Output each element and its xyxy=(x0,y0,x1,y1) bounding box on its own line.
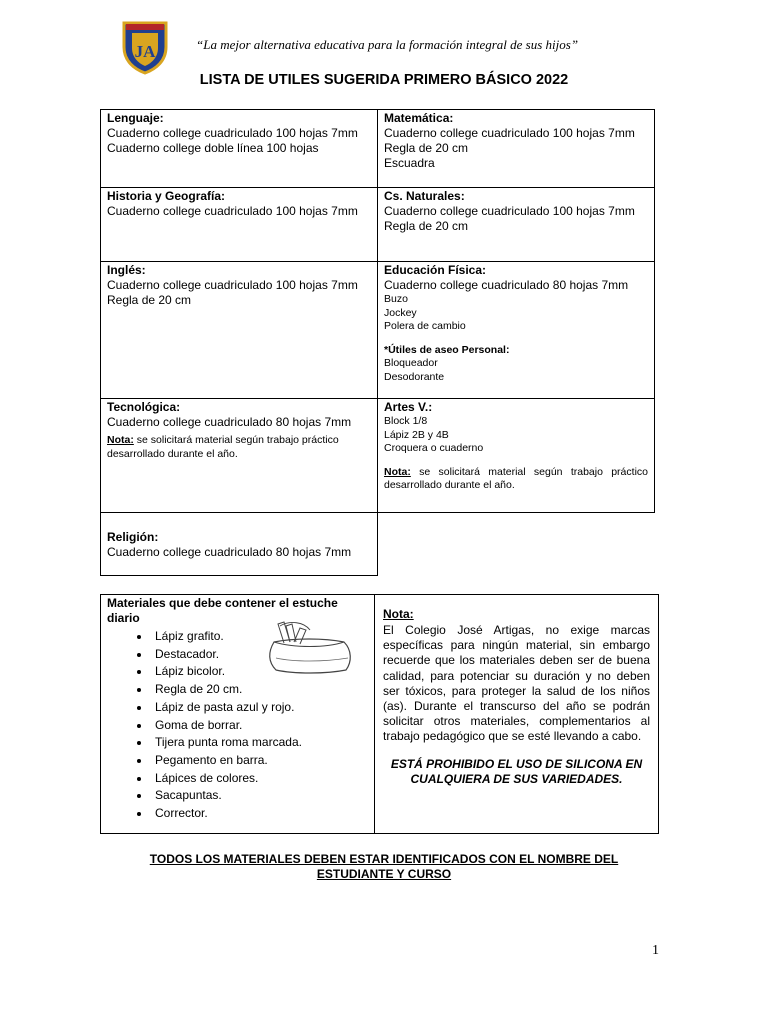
list-item: Cuaderno college cuadriculado 100 hojas 7mm xyxy=(384,204,635,218)
list-item: Buzo xyxy=(384,293,408,305)
subject-title: Artes V.: xyxy=(384,400,433,414)
footer-note xyxy=(0,852,768,881)
logo-lettering: JA xyxy=(134,42,156,61)
list-item: Escuadra xyxy=(384,156,435,170)
list-item: • Lápiz bicolor. xyxy=(151,663,368,681)
list-item: • Goma de borrar. xyxy=(151,717,368,735)
list-item: Desodorante xyxy=(384,370,445,383)
subject-title: Educación Física: xyxy=(384,263,487,277)
list-item: • Lápices de colores. xyxy=(151,770,368,788)
list-item: Polera de cambio xyxy=(384,320,466,332)
list-item: Cuaderno college cuadriculado 100 hojas 7mm xyxy=(384,126,635,140)
list-item: Cuaderno college cuadriculado 100 hojas 7mm xyxy=(107,126,358,140)
note-text: se solicitará material según trabajo práctico desarrollado durante el año. xyxy=(107,434,339,460)
page-title: LISTA DE UTILES SUGERIDA PRIMERO BÁSICO 2022 xyxy=(199,72,569,88)
estuche-title: Materiales que debe contener el estuche diario xyxy=(107,596,338,625)
nota-warning: ESTÁ PROHIBIDO EL USO DE SILICONA EN CUALQUIERA DE SUS VARIEDADES. xyxy=(390,756,643,786)
subject-cell-historia xyxy=(100,187,378,262)
aseo-title: *Útiles de aseo Personal: xyxy=(384,343,510,356)
note-label: Nota: xyxy=(107,434,134,446)
page-number: 1 xyxy=(652,943,659,958)
nota-title: Nota: xyxy=(383,607,414,621)
subject-cell-lenguaje xyxy=(100,109,378,188)
subject-title: Cs. Naturales: xyxy=(384,189,465,203)
nota-cell xyxy=(374,594,659,834)
list-item: Regla de 20 cm xyxy=(384,141,469,155)
subject-note xyxy=(107,434,371,461)
school-motto: “La mejor alternativa educativa para la formación integral de sus hijos” xyxy=(196,37,579,52)
note-text: se solicitará material según trabajo práctico desarrollado durante el año. xyxy=(384,465,648,491)
subject-cell-naturales xyxy=(377,187,655,262)
list-item: Bloqueador xyxy=(384,357,438,369)
list-item: Regla de 20 cm xyxy=(107,293,192,307)
list-item: • Tijera punta roma marcada. xyxy=(151,734,368,752)
subject-cell-tecnologica xyxy=(100,398,378,513)
subject-title: Historia y Geografía: xyxy=(107,189,226,203)
list-item: Cuaderno college cuadriculado 80 hojas 7mm xyxy=(107,415,352,429)
subject-cell-artes xyxy=(377,398,655,513)
list-item: Block 1/8 xyxy=(384,415,428,427)
nota-body: El Colegio José Artigas, no exige marcas específicas para ningún material, sin embargo recuerde que los materiales deben ser de buena calidad, para potenciar su duración y no deben ser tóxicos, para proteger la salud de los niños (as). Durante el transcurso del año se podrán solicitar otros materiales, complementarios al trabajo pedagógico que se esté llevando a cabo. xyxy=(383,623,650,744)
note-label: Nota: xyxy=(384,465,411,478)
subject-cell-educacion-fisica xyxy=(377,261,655,399)
subject-cell-ingles xyxy=(100,261,378,399)
list-item: • Regla de 20 cm. xyxy=(151,681,368,699)
list-item: Regla de 20 cm xyxy=(384,219,469,233)
list-item: Cuaderno college cuadriculado 100 hojas 7mm xyxy=(107,278,358,292)
subject-cell-matematica xyxy=(377,109,655,188)
list-item: • Corrector. xyxy=(151,805,368,823)
list-item: • Lápiz grafito. xyxy=(151,628,368,646)
school-crest-logo xyxy=(122,21,168,75)
footer-line: TODOS LOS MATERIALES DEBEN ESTAR IDENTIFICADOS CON EL NOMBRE DEL xyxy=(149,852,619,866)
list-item: Cuaderno college doble línea 100 hojas xyxy=(107,141,319,155)
list-item: • Lápiz de pasta azul y rojo. xyxy=(151,699,368,717)
list-item: • Sacapuntas. xyxy=(151,787,368,805)
subject-title: Inglés: xyxy=(107,263,146,277)
list-item: Cuaderno college cuadriculado 80 hojas 7mm xyxy=(107,545,352,559)
subject-title: Tecnológica: xyxy=(107,400,181,414)
list-item: Jockey xyxy=(384,306,417,319)
subject-title: Lenguaje: xyxy=(107,111,164,125)
list-item: Cuaderno college cuadriculado 100 hojas 7mm xyxy=(107,204,358,218)
list-item: • Pegamento en barra. xyxy=(151,752,368,770)
pencil-case-icon xyxy=(264,618,356,676)
list-item: Cuaderno college cuadriculado 80 hojas 7mm xyxy=(384,278,629,292)
list-item: Lápiz 2B y 4B xyxy=(384,428,449,441)
subject-title: Religión: xyxy=(107,530,159,544)
list-item: • Destacador. xyxy=(151,646,368,664)
subject-cell-religion xyxy=(100,512,378,576)
subject-note xyxy=(384,466,648,493)
list-item: Croquera o cuaderno xyxy=(384,442,484,454)
footer-line: ESTUDIANTE Y CURSO xyxy=(316,866,452,881)
subject-title: Matemática: xyxy=(384,111,454,125)
